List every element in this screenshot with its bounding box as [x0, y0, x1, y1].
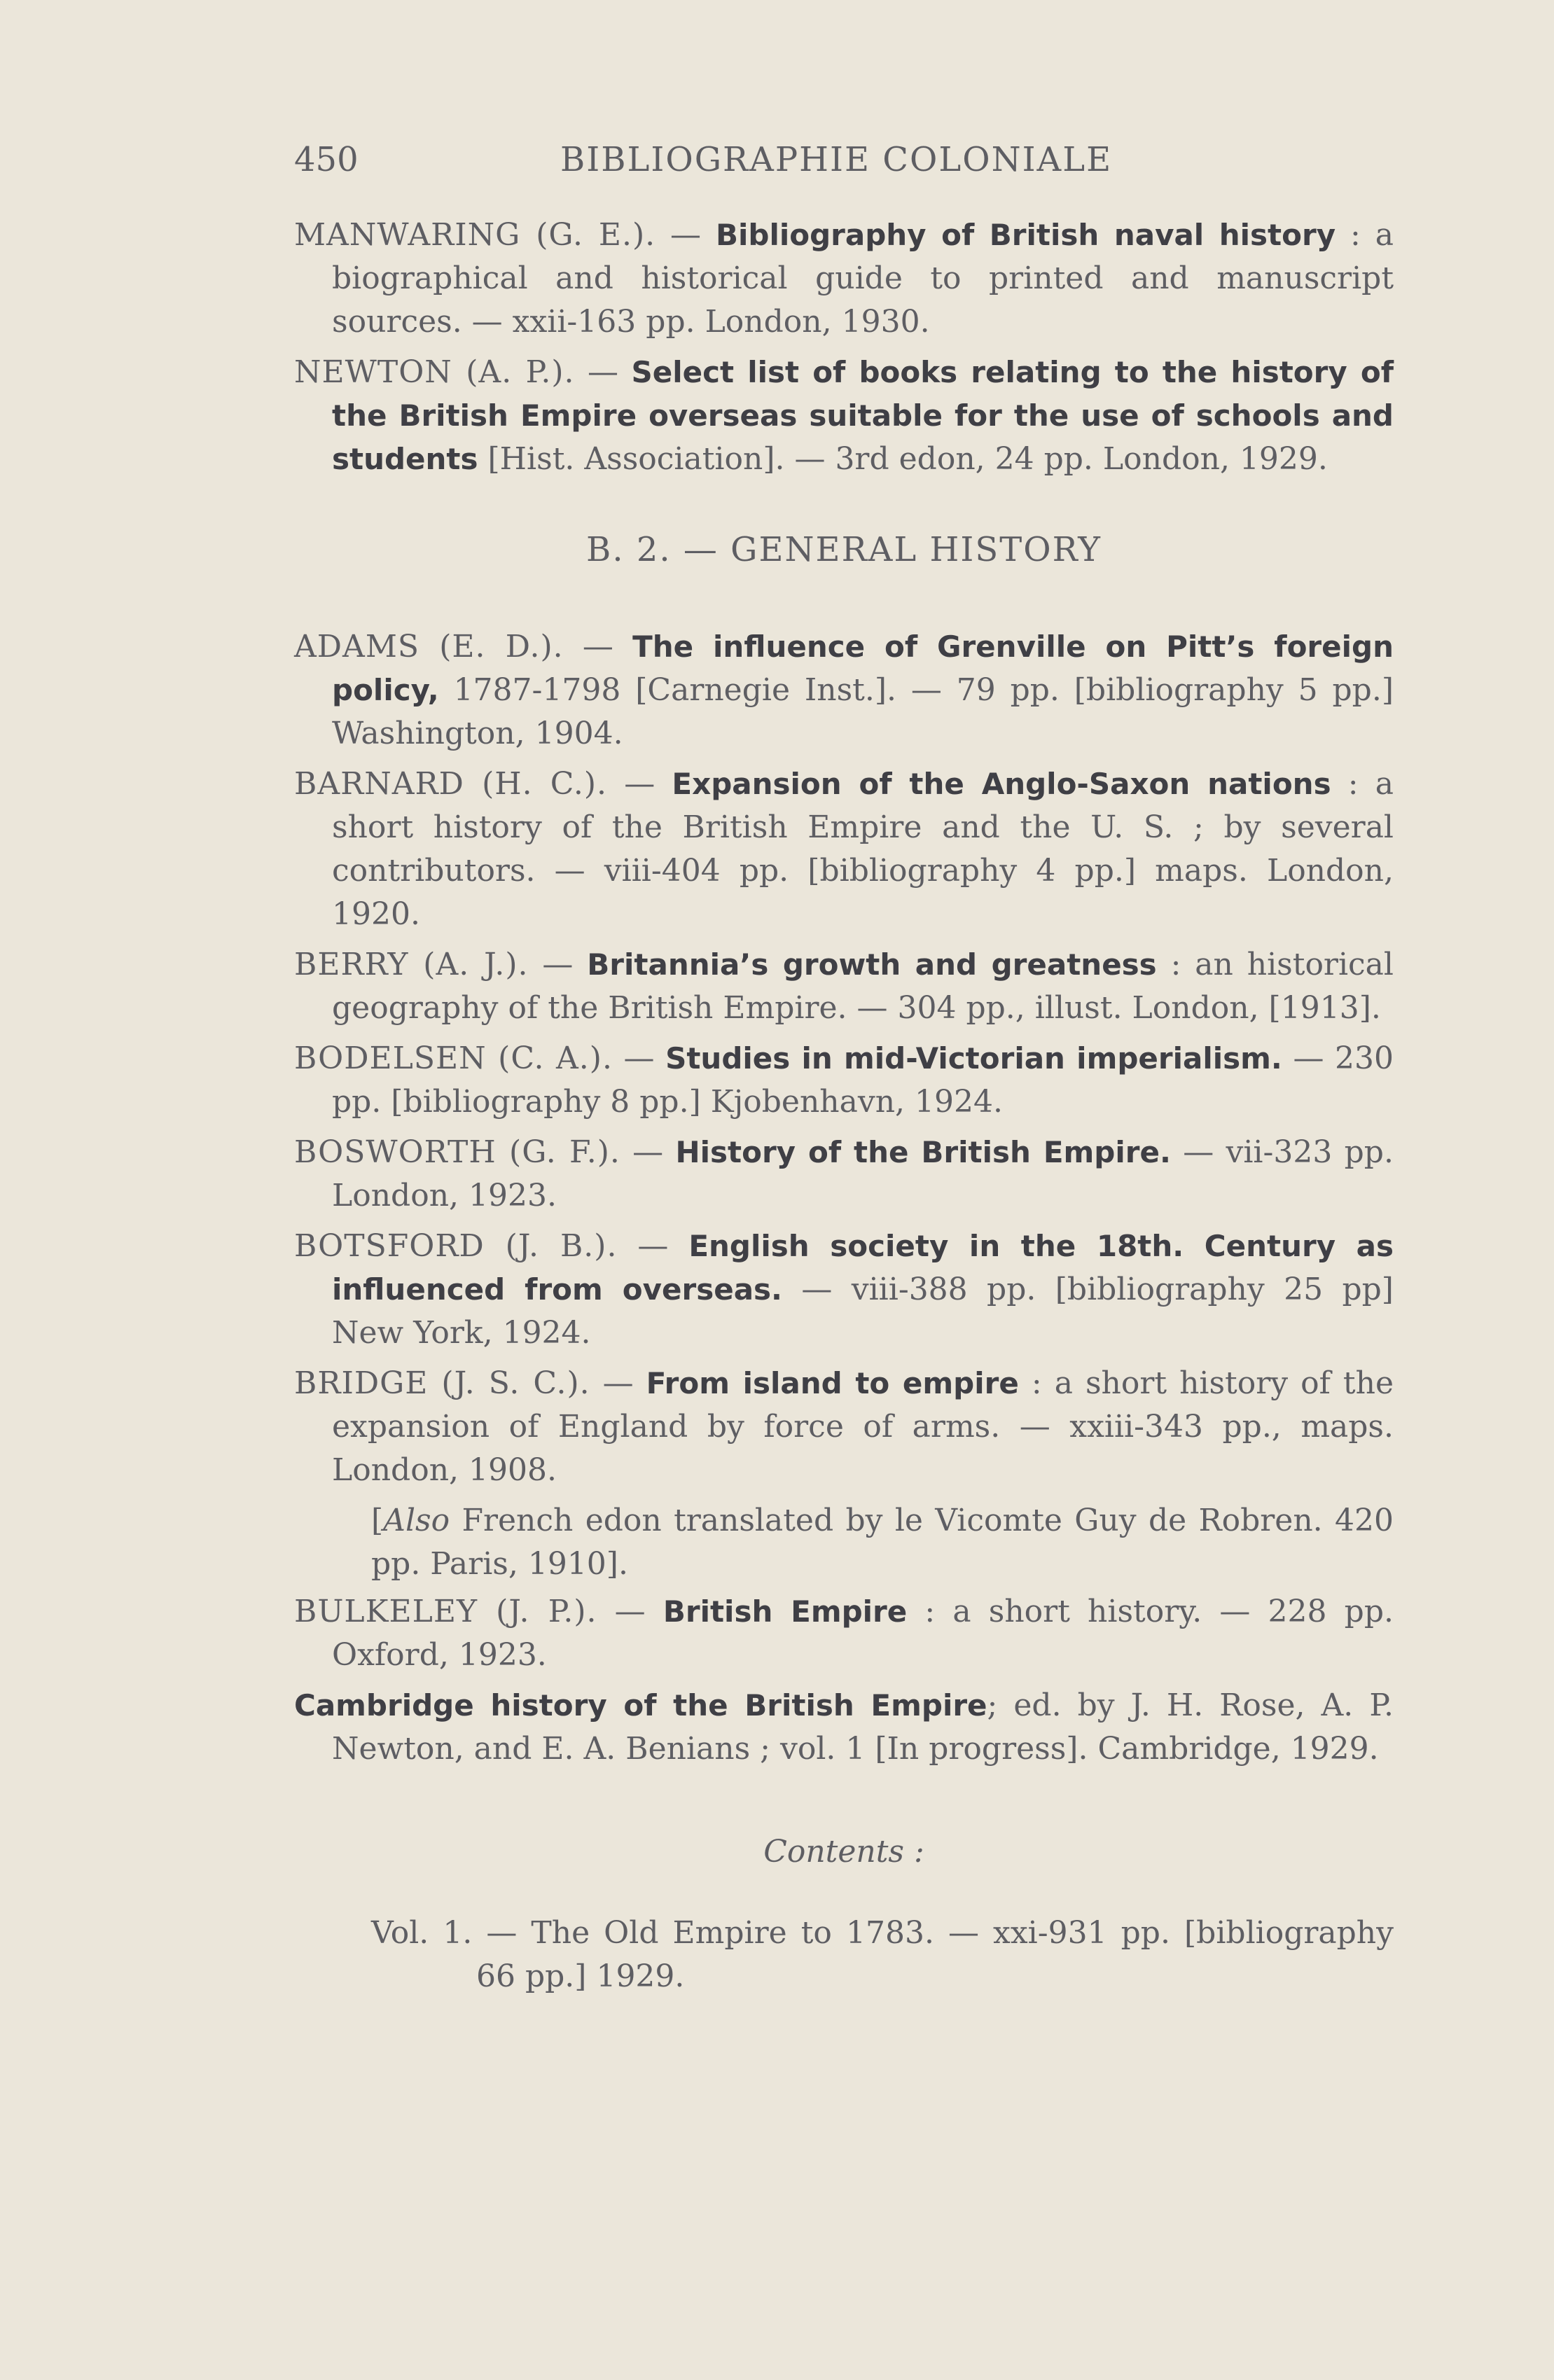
- bibliography-entry: BARNARD (H. C.). — Expansion of the Anglo-Saxon nations : a short history of the British Empire and the U. S. ; by several contributors. — viii-404 pp. [bibliography 4 pp.] maps. London, 1920.: [294, 766, 1394, 932]
- entry-author: ADAMS (E. D.).: [294, 629, 564, 664]
- entry-author: BARNARD (H. C.).: [294, 766, 608, 802]
- bibliography-text: [294, 214, 1394, 1998]
- entry-title: Cambridge history of the British Empire: [294, 1688, 987, 1723]
- bibliography-entry: NEWTON (A. P.). — Select list of books relating to the history of the British Empire overseas suitable for the use of schools and students [Hist. Association]. — 3rd edon, 24 pp. London, 1929.: [294, 354, 1394, 477]
- contents-label: Contents :: [763, 1834, 924, 1870]
- entry-author: BODELSEN (C. A.).: [294, 1041, 613, 1076]
- entry-author: BERRY (A. J.).: [294, 947, 529, 982]
- entry-title: The influence of Grenville on Pitt’s foreign policy,: [332, 629, 1394, 707]
- bibliography-entry: MANWARING (G. E.). — Bibliography of British naval history : a biographical and historical guide to printed and manuscript sources. — xxii-163 pp. London, 1930.: [294, 217, 1394, 340]
- entry-author: BOSWORTH (G. F.).: [294, 1134, 620, 1170]
- bibliography-entry: BERRY (A. J.). — Britannia’s growth and greatness : an historical geography of the British Empire. — 304 pp., illust. London, [1913].: [294, 947, 1394, 1026]
- running-title: BIBLIOGRAPHIE COLONIALE: [560, 140, 1113, 179]
- entry-author: BRIDGE (J. S. C.).: [294, 1365, 590, 1401]
- entry-title: English society in the 18th. Century as influenced from overseas.: [332, 1229, 1394, 1307]
- entry-title: From island to empire: [646, 1366, 1019, 1400]
- entry-details: ; ed. by J. H. Rose, A. P. Newton, and E. A. Benians ; vol. 1 [In progress]. Cambridge, 1929.: [332, 1687, 1394, 1767]
- entry-title: Bibliography of British naval history: [715, 218, 1336, 252]
- entry-details: [Hist. Association]. — 3rd edon, 24 pp. London, 1929.: [487, 441, 1328, 477]
- page-number: 450: [294, 140, 359, 179]
- volume-entry: Vol. 1. — The Old Empire to 1783. — xxi-931 pp. [bibliography 66 pp.] 1929.: [371, 1915, 1394, 1994]
- entry-author: BOTSFORD (J. B.).: [294, 1228, 618, 1264]
- bibliography-entry: ADAMS (E. D.). — The influence of Grenville on Pitt’s foreign policy, 1787-1798 [Carnegie Inst.]. — 79 pp. [bibliography 5 pp.] Washington, 1904.: [294, 629, 1394, 751]
- section-heading: B. 2. — GENERAL HISTORY: [586, 530, 1102, 569]
- note-text: French edon translated by le Vicomte Guy de Robren. 420 pp. Paris, 1910].: [371, 1503, 1394, 1582]
- entry-title: Select list of books relating to the history of the British Empire overseas suitable for the use of schools and students: [332, 355, 1394, 476]
- entry-author: NEWTON (A. P.).: [294, 354, 575, 390]
- entry-author: MANWARING (G. E.).: [294, 217, 656, 253]
- bibliography-entry: BOSWORTH (G. F.). — History of the British Empire. — vii-323 pp. London, 1923.: [294, 1134, 1394, 1213]
- entry-details: : a biographical and historical guide to printed and manuscript sources. — xxii-163 pp. London, 1930.: [332, 217, 1394, 340]
- entry-details: — 230 pp. [bibliography 8 pp.] Kjobenhavn, 1924.: [332, 1041, 1394, 1120]
- entry-details: : an historical geography of the British Empire. — 304 pp., illust. London, [1913].: [332, 947, 1394, 1026]
- entry-details: — vii-323 pp. London, 1923.: [332, 1134, 1394, 1213]
- page-header: [294, 140, 1415, 189]
- entry-title: Studies in mid-Victorian imperialism.: [665, 1041, 1282, 1076]
- entry-author: BULKELEY (J. P.).: [294, 1594, 597, 1629]
- entry-details: : a short history of the expansion of England by force of arms. — xxiii-343 pp., maps. London, 1908.: [332, 1365, 1394, 1488]
- entry-title: Expansion of the Anglo-Saxon nations: [672, 767, 1331, 801]
- entry-title: Britannia’s growth and greatness: [587, 947, 1157, 982]
- bibliography-entry: BRIDGE (J. S. C.). — From island to empire : a short history of the expansion of England by force of arms. — xxiii-343 pp., maps. London, 1908.: [294, 1365, 1394, 1488]
- bibliography-entry: BULKELEY (J. P.). — British Empire : a short history. — 228 pp. Oxford, 1923.: [294, 1594, 1394, 1673]
- bibliography-entry: BODELSEN (C. A.). — Studies in mid-Victorian imperialism. — 230 pp. [bibliography 8 pp.] Kjobenhavn, 1924.: [294, 1041, 1394, 1120]
- entry-details: — viii-388 pp. [bibliography 25 pp] New York, 1924.: [332, 1272, 1394, 1351]
- entry-title: History of the British Empire.: [675, 1135, 1171, 1169]
- bibliography-entry: BOTSFORD (J. B.). — English society in the 18th. Century as influenced from overseas. — viii-388 pp. [bibliography 25 pp] New York, 1924.: [294, 1228, 1394, 1351]
- entry-note: [Also French edon translated by le Vicomte Guy de Robren. 420 pp. Paris, 1910].: [371, 1503, 1394, 1582]
- entry-details: : a short history of the British Empire and the U. S. ; by several contributors. — viii-404 pp. [bibliography 4 pp.] maps. London, 1920.: [332, 766, 1394, 932]
- entry-details: 1787-1798 [Carnegie Inst.]. — 79 pp. [bibliography 5 pp.] Washington, 1904.: [332, 672, 1394, 751]
- entry-title: British Empire: [662, 1594, 908, 1629]
- entry-details: : a short history. — 228 pp. Oxford, 1923.: [332, 1594, 1394, 1673]
- note-lead: Also: [383, 1503, 450, 1538]
- bibliography-entry: [294, 1684, 1394, 1771]
